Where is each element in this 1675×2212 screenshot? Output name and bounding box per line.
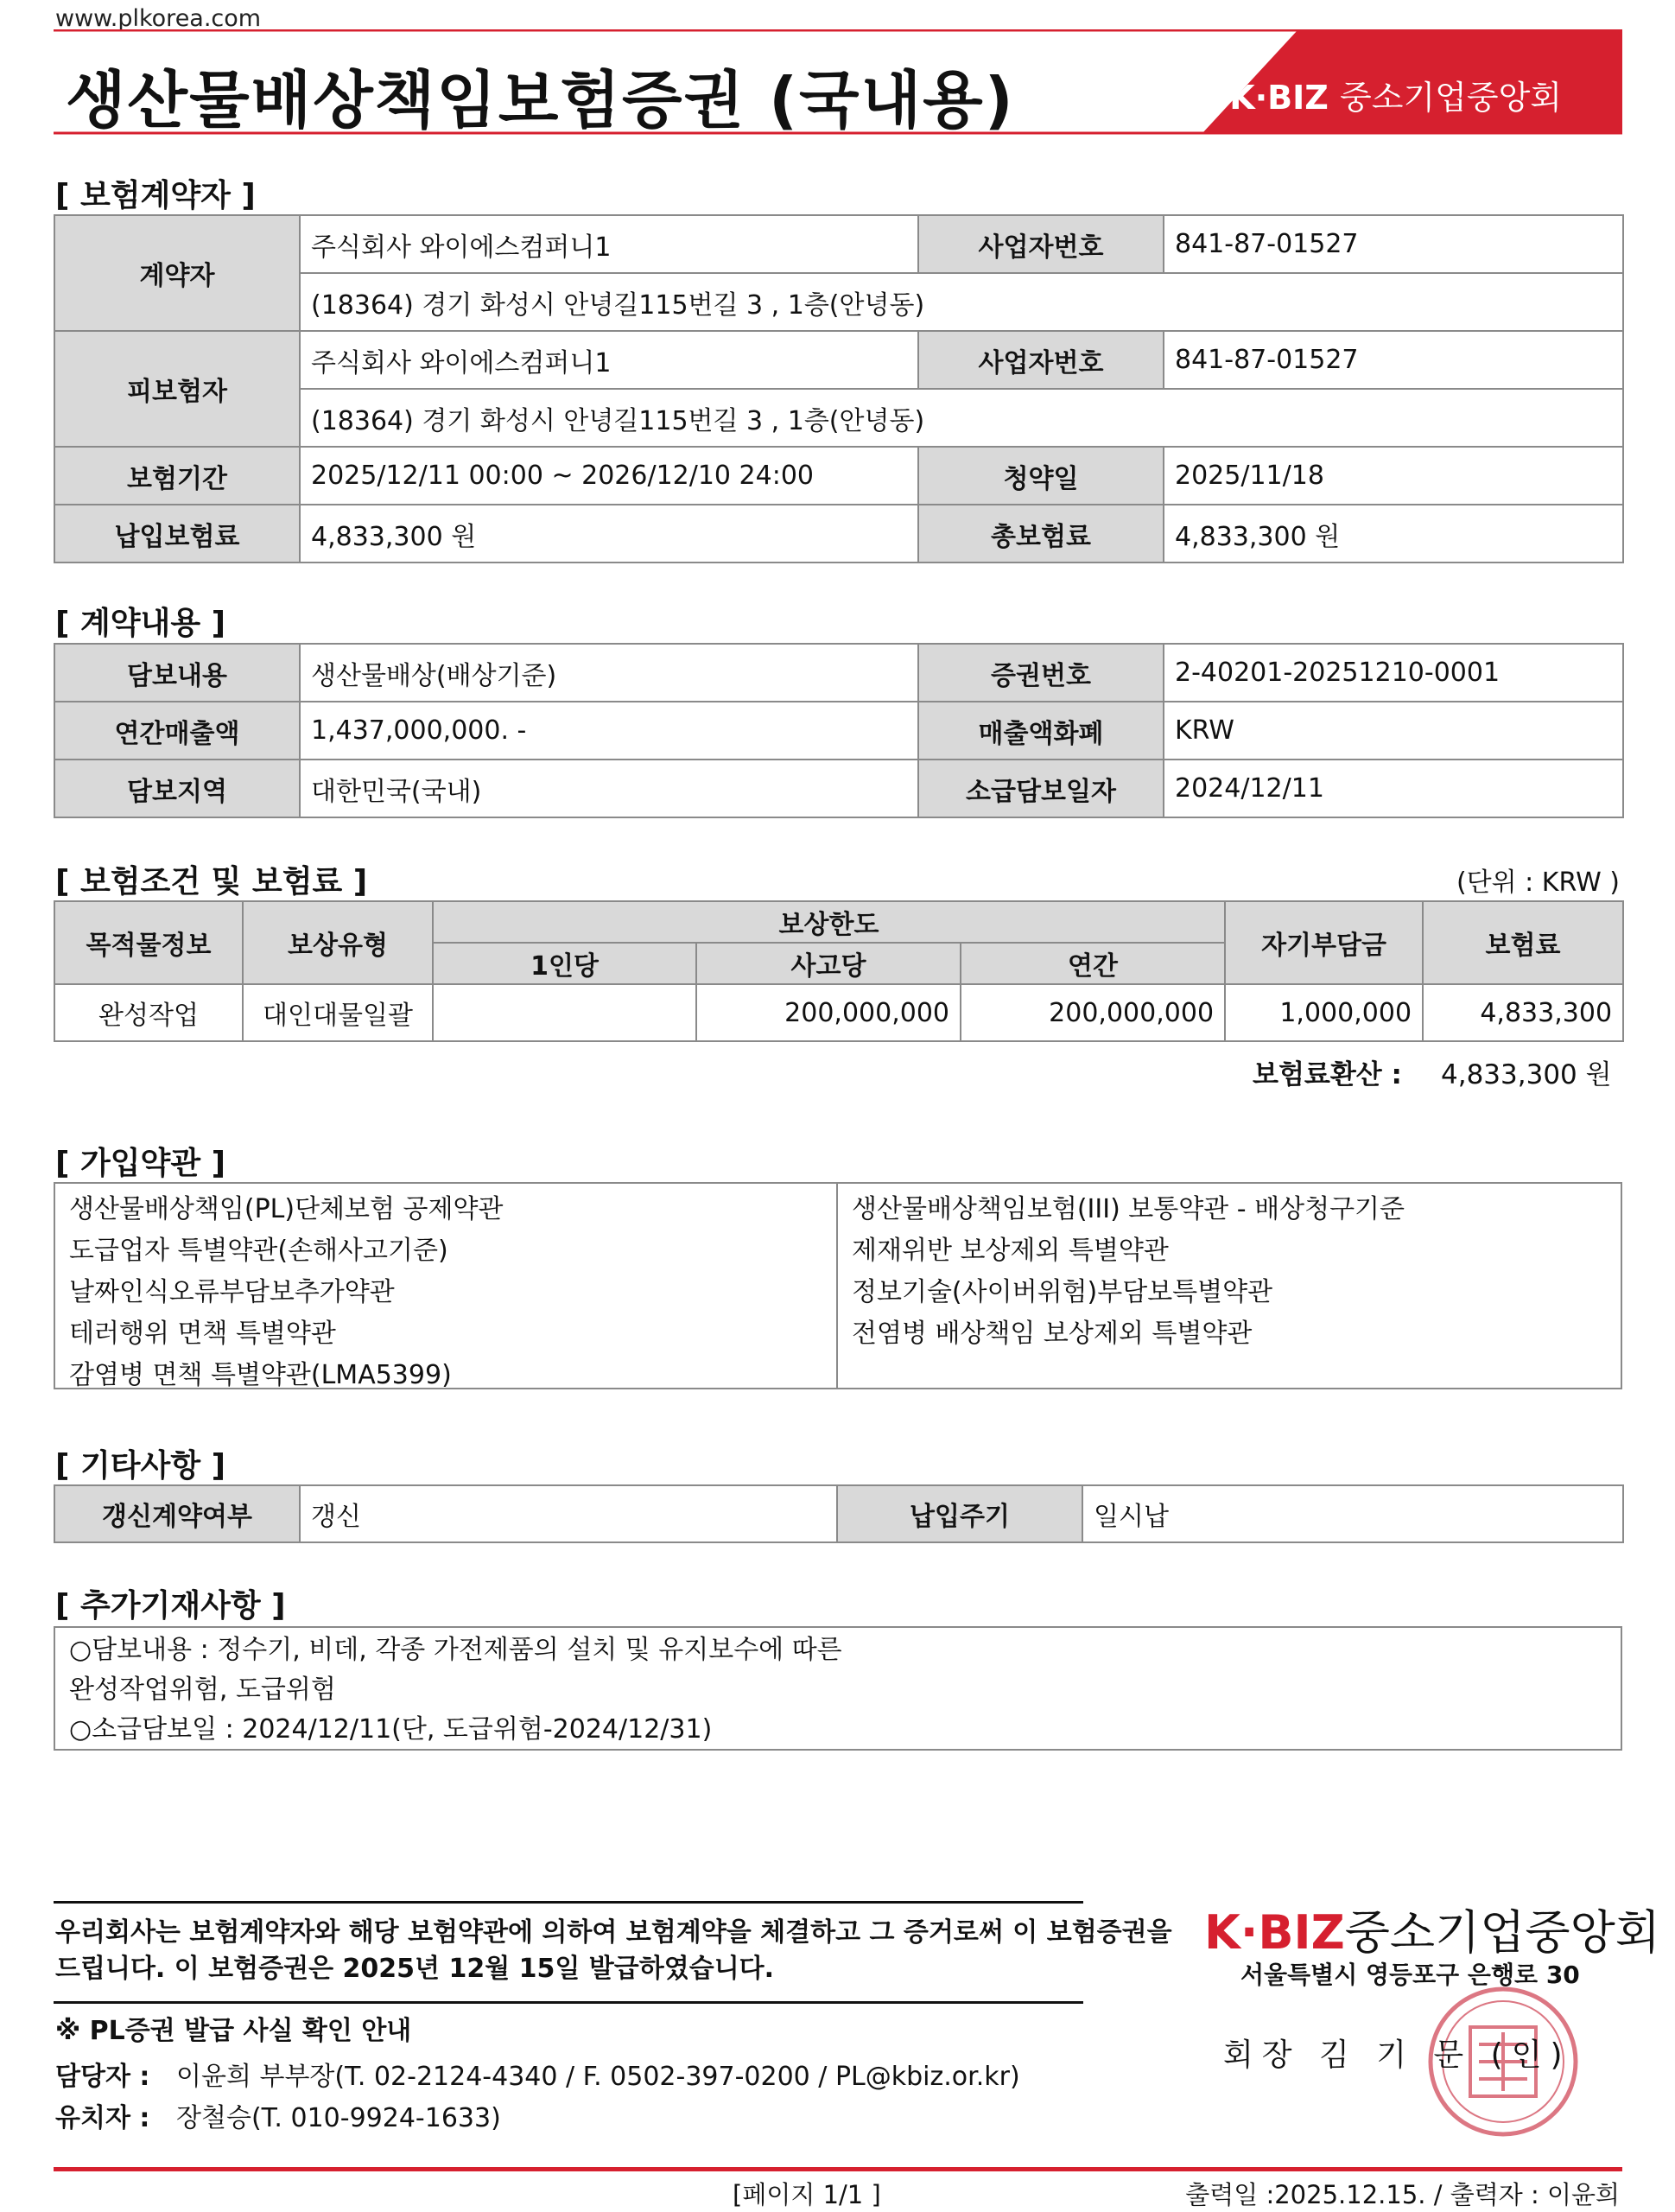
contractor-label: 계약자 xyxy=(54,215,300,331)
clauses-section-title: [ 가입약관 ] xyxy=(55,1146,226,1181)
kbiz-logo-org: 중소기업중앙회 xyxy=(1340,79,1562,117)
region-value: 대한민국(국내) xyxy=(300,760,918,817)
additional-section-title: [ 추가기재사항 ] xyxy=(55,1588,286,1624)
page-indicator: [페이지 1/1 ] xyxy=(733,2180,881,2209)
additional-box xyxy=(54,1626,1622,1751)
divider xyxy=(54,2001,1083,2004)
document-title: 생산물배상책임보험증권 (국내용) xyxy=(66,64,1015,137)
policy-no-value: 2-40201-20251210-0001 xyxy=(1164,644,1623,702)
signature-address: 서울특별시 영등포구 은행로 30 xyxy=(1240,1961,1580,1989)
divider xyxy=(54,1901,1083,1904)
list-item: 정보기술(사이버위험)부담보특별약관 xyxy=(852,1277,1273,1307)
list-item: 제재위반 보상제외 특별약관 xyxy=(852,1236,1169,1266)
other-section-title: [ 기타사항 ] xyxy=(55,1448,226,1484)
issue-notice xyxy=(55,1915,1172,1987)
insured-name: 주식회사 와이에스컴퍼니1 xyxy=(300,331,918,389)
renewal-label: 갱신계약여부 xyxy=(54,1485,300,1542)
manager-label: 담당자 : xyxy=(55,2062,150,2092)
manager-line xyxy=(55,2056,1020,2098)
region-label: 담보지역 xyxy=(54,760,300,817)
site-url: www.plkorea.com xyxy=(55,5,262,32)
per-person-header: 1인당 xyxy=(433,943,696,984)
recruiter-value: 장철승(T. 010-9924-1633) xyxy=(176,2103,501,2133)
coverage-label: 담보내용 xyxy=(54,644,300,702)
insured-bizno-label: 사업자번호 xyxy=(918,331,1164,389)
manager-value: 이윤희 부부장(T. 02-2124-4340 / F. 0502-397-0200 / PL@kbiz.or.kr) xyxy=(176,2062,1020,2092)
contractor-name: 주식회사 와이에스컴퍼니1 xyxy=(300,215,918,273)
paid-premium-label: 납입보험료 xyxy=(54,505,300,563)
paid-premium-value: 4,833,300 원 xyxy=(300,505,918,563)
clauses-left-column xyxy=(55,1184,838,1388)
payment-cycle-value: 일시납 xyxy=(1082,1485,1623,1542)
limit-header: 보상한도 xyxy=(433,901,1225,943)
contractor-bizno-label: 사업자번호 xyxy=(918,215,1164,273)
annual-sales-value: 1,437,000,000. - xyxy=(300,702,918,760)
issue-notice-line1: 우리회사는 보험계약자와 해당 보험약관에 의하여 보험계약을 체결하고 그 증거로써 이 보험증권을 xyxy=(55,1917,1172,1948)
list-item: ○소급담보일 : 2024/12/11(단, 도급위험-2024/12/31) xyxy=(69,1714,713,1745)
per-accident-value: 200,000,000 xyxy=(696,984,961,1041)
currency-value: KRW xyxy=(1164,702,1623,760)
period-label: 보험기간 xyxy=(54,447,300,505)
recruiter-label: 유치자 : xyxy=(55,2103,150,2133)
issue-notice-line2: 드립니다. 이 보험증권은 2025년 12월 15일 발급하였습니다. xyxy=(55,1954,775,1984)
list-item: 도급업자 특별약관(손해사고기준) xyxy=(69,1236,448,1266)
header-banner xyxy=(54,29,1622,135)
contractor-bizno: 841-87-01527 xyxy=(1164,215,1623,273)
apply-date-label: 청약일 xyxy=(918,447,1164,505)
deductible-value: 1,000,000 xyxy=(1225,984,1423,1041)
payment-cycle-label: 납입주기 xyxy=(837,1485,1082,1542)
list-item: 날짜인식오류부담보추가약관 xyxy=(69,1277,395,1307)
contract-section-title: [ 계약내용 ] xyxy=(55,606,226,641)
signature-logo-mark: K·BIZ xyxy=(1204,1905,1345,1960)
kbiz-logo xyxy=(1229,71,1562,118)
contact-block xyxy=(55,2056,1020,2139)
premium-value: 4,833,300 xyxy=(1423,984,1623,1041)
per-accident-header: 사고당 xyxy=(696,943,961,984)
contractor-table xyxy=(54,214,1624,563)
conditions-section-title: [ 보험조건 및 보험료 ] xyxy=(55,864,368,899)
insured-address: (18364) 경기 화성시 안녕길115번길 3 , 1층(안녕동) xyxy=(300,389,1623,447)
conditions-table xyxy=(54,900,1624,1042)
clauses-box xyxy=(54,1182,1622,1389)
signature-name: 회장 김 기 문 (인) xyxy=(1223,2037,1571,2073)
footer-bar xyxy=(54,2167,1622,2171)
contract-table xyxy=(54,643,1624,818)
annual-sales-label: 연간매출액 xyxy=(54,702,300,760)
table-row xyxy=(54,984,1623,1041)
currency-label: 매출액화폐 xyxy=(918,702,1164,760)
unit-note: (단위 : KRW ) xyxy=(1456,868,1620,898)
list-item: 전염병 배상책임 보상제외 특별약관 xyxy=(852,1319,1253,1349)
recruiter-line xyxy=(55,2098,1020,2139)
confirm-title: ※ PL증권 발급 사실 확인 안내 xyxy=(55,2016,412,2046)
renewal-value: 갱신 xyxy=(300,1485,837,1542)
comp-type-header: 보상유형 xyxy=(243,901,433,984)
other-table xyxy=(54,1484,1624,1543)
coverage-value: 생산물배상(배상기준) xyxy=(300,644,918,702)
premium-header: 보험료 xyxy=(1423,901,1623,984)
total-premium-label: 총보험료 xyxy=(918,505,1164,563)
deductible-header: 자기부담금 xyxy=(1225,901,1423,984)
kbiz-logo-mark: K·BIZ xyxy=(1229,79,1329,117)
comp-type-value: 대인대물일괄 xyxy=(243,984,433,1041)
list-item: 생산물배상책임보험(III) 보통약관 - 배상청구기준 xyxy=(852,1194,1405,1224)
premium-sum-value: 4,833,300 원 xyxy=(1441,1059,1612,1090)
contractor-address: (18364) 경기 화성시 안녕길115번길 3 , 1층(안녕동) xyxy=(300,273,1623,331)
insured-label: 피보험자 xyxy=(54,331,300,447)
annual-header: 연간 xyxy=(961,943,1225,984)
object-value: 완성작업 xyxy=(54,984,243,1041)
contractor-section-title: [ 보험계약자 ] xyxy=(55,178,256,213)
premium-sum-label: 보험료환산 : xyxy=(1253,1059,1402,1090)
policy-no-label: 증권번호 xyxy=(918,644,1164,702)
annual-value: 200,000,000 xyxy=(961,984,1225,1041)
list-item: 테러행위 면책 특별약관 xyxy=(69,1319,336,1349)
object-header: 목적물정보 xyxy=(54,901,243,984)
signature-logo-org: 중소기업중앙회 xyxy=(1344,1905,1660,1960)
list-item: ○담보내용 : 정수기, 비데, 각종 가전제품의 설치 및 유지보수에 따른 xyxy=(69,1635,842,1665)
clauses-right-column xyxy=(838,1184,1621,1388)
total-premium-value: 4,833,300 원 xyxy=(1164,505,1623,563)
per-person-value xyxy=(433,984,696,1041)
list-item: 완성작업위험, 도급위험 xyxy=(69,1675,336,1705)
retro-date-label: 소급담보일자 xyxy=(918,760,1164,817)
list-item: 감염병 면책 특별약관(LMA5399) xyxy=(69,1360,452,1390)
insured-bizno: 841-87-01527 xyxy=(1164,331,1623,389)
signature-logo xyxy=(1204,1896,1660,1962)
retro-date-value: 2024/12/11 xyxy=(1164,760,1623,817)
list-item: 생산물배상책임(PL)단체보험 공제약관 xyxy=(69,1194,504,1224)
apply-date-value: 2025/11/18 xyxy=(1164,447,1623,505)
print-info: 출력일 :2025.12.15. / 출력자 : 이윤희 xyxy=(1185,2180,1620,2209)
period-value: 2025/12/11 00:00 ~ 2026/12/10 24:00 xyxy=(300,447,918,505)
